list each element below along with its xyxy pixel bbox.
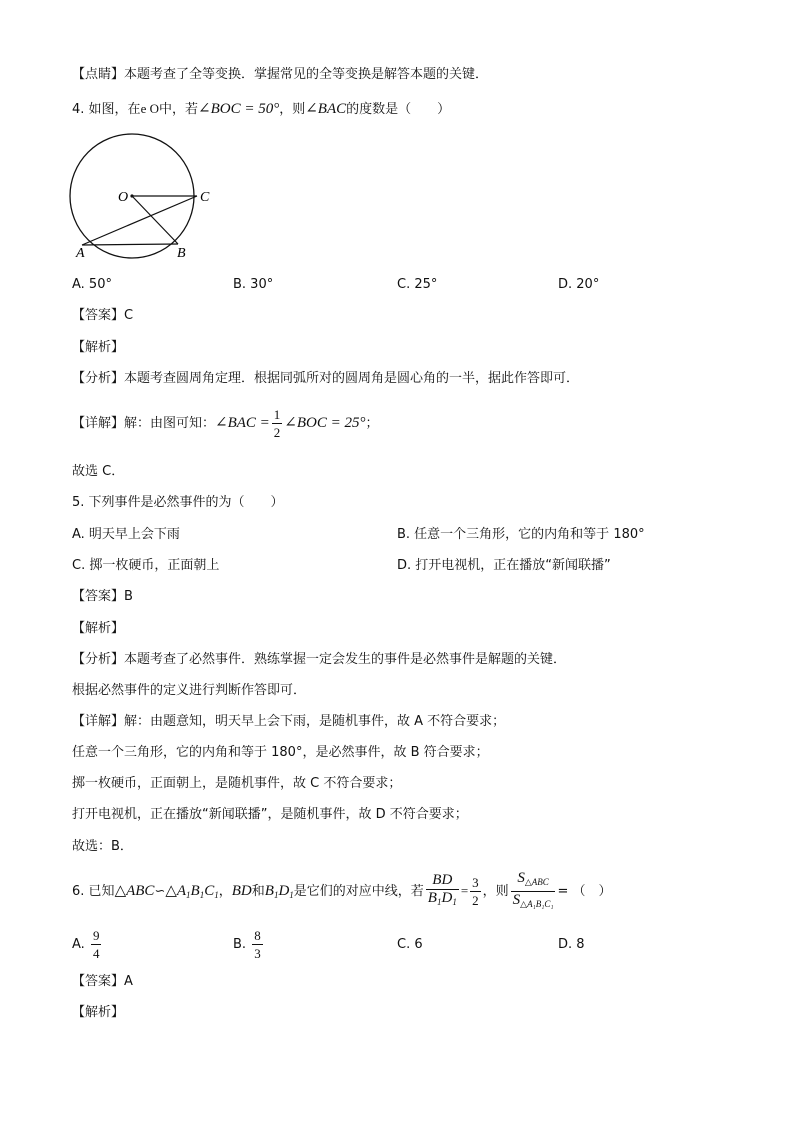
question-number: 6.: [72, 884, 85, 899]
given-angle: ∠BOC = 50°: [198, 101, 280, 117]
conclusion-4: 故选 C．: [72, 464, 125, 479]
stem-text: 的度数是（ ）: [346, 102, 451, 117]
stem-text: ，则: [482, 884, 509, 899]
question-5-stem: 5. 下列事件是必然事件的为（ ）: [72, 495, 284, 510]
label-o: O: [118, 190, 129, 205]
option-a: A. 50°: [72, 277, 112, 292]
jiexi-6: 【解析】: [72, 1005, 125, 1020]
question-number: 4.: [72, 102, 85, 117]
median-bd: BD: [231, 883, 252, 899]
median-b1d1: $B_1D_1$: [264, 883, 294, 900]
analysis-5-line2: 根据必然事件的定义进行判断作答即可．: [72, 683, 307, 698]
detail-rhs: ∠BOC = 25°: [284, 415, 366, 431]
answer-5: 【答案】B: [72, 589, 133, 604]
option-b: B. $\frac{8}{3}$: [233, 928, 261, 961]
detail-5-line3: 掷一枚硬币，正面朝上，是随机事件，故 C 不符合要求；: [72, 776, 402, 791]
triangle-a1b1c1: $\triangle A_1B_1C_1$: [165, 883, 219, 900]
option-c: C. 掷一枚硬币，正面朝上: [72, 558, 220, 573]
comma: ，: [218, 884, 232, 899]
conclusion-5: 故选：B．: [72, 839, 133, 854]
jiexi-4: 【解析】: [72, 340, 125, 355]
option-a: A. $\frac{9}{4}$: [72, 928, 100, 961]
detail-prefix: 【详解】解：由图可知：: [72, 416, 216, 431]
option-b: B. 任意一个三角形，它的内角和等于 180°: [397, 527, 645, 542]
option-a-fraction: $\frac{9}{4}$: [92, 928, 100, 961]
question-4-stem: [72, 100, 450, 119]
answer-4: 【答案】C: [72, 308, 134, 323]
area-ratio-fraction: [511, 870, 556, 913]
option-a: A. 明天早上会下雨: [72, 527, 180, 542]
option-b-fraction: $\frac{8}{3}$: [254, 928, 261, 961]
equals: =: [460, 883, 469, 898]
option-c: C. 25°: [397, 277, 438, 292]
detail-4: [72, 404, 379, 443]
fraction-numerator: $S_{\triangle ABC}$: [511, 870, 556, 892]
ratio-fraction: [426, 872, 459, 911]
fraction-denominator: $B_1D_1$: [427, 890, 457, 907]
triangle-abc: △ABC: [114, 883, 155, 899]
half-fraction: [272, 406, 283, 441]
circle-figure: [66, 132, 210, 262]
option-c: C. 6: [397, 937, 423, 952]
detail-5-line4: 打开电视机，正在播放“新闻联播”，是随机事件，故 D 不符合要求；: [72, 807, 468, 822]
detail-5-line1: 【详解】解：由题意知，明天早上会下雨，是随机事件，故 A 不符合要求；: [72, 714, 506, 729]
similar-symbol: ∽: [154, 883, 166, 898]
label-c: C: [200, 190, 210, 205]
question-6-stem: [72, 870, 612, 915]
asked-angle: ∠BAC: [305, 101, 347, 117]
segment-ob: [132, 196, 178, 244]
detail-5-line2: 任意一个三角形，它的内角和等于 180°，是必然事件，故 B 符合要求；: [72, 745, 489, 760]
option-d: D. 20°: [558, 277, 600, 292]
three-halves: [470, 874, 481, 909]
dianjing-note: 【点睛】本题考查了全等变换．掌握常见的全等变换是解答本题的关键．: [72, 67, 489, 82]
fraction-numerator: 3: [472, 875, 479, 890]
center-point: [130, 194, 133, 197]
analysis-5: 【分析】本题考查了必然事件．熟练掌握一定会发生的事件是必然事件是解题的关键．: [72, 652, 567, 667]
stem-text: ，则: [279, 102, 306, 117]
fraction-numerator: BD: [426, 872, 459, 890]
detail-lhs: ∠BAC =: [215, 415, 270, 431]
analysis-4: 【分析】本题考查圆周角定理．根据同弧所对的圆周角是圆心角的一半，据此作答即可．: [72, 371, 580, 386]
fraction-denominator: 2: [273, 425, 281, 440]
option-d: D. 8: [558, 937, 585, 952]
label-b: B: [177, 246, 186, 261]
detail-end: ；: [365, 416, 379, 431]
answer-6: 【答案】A: [72, 974, 133, 989]
jiexi-5: 【解析】: [72, 621, 125, 636]
fraction-numerator: 1: [273, 407, 281, 422]
circle-symbol: e O: [140, 101, 159, 116]
label-a: A: [76, 246, 85, 261]
stem-text: = （ ）: [557, 884, 612, 899]
stem-text: 是它们的对应中线，若: [293, 884, 424, 899]
fraction-denominator: $S_{\triangle A_1B_1C_1}$: [512, 892, 554, 909]
option-d: D. 打开电视机，正在播放“新闻联播”: [397, 558, 611, 573]
and-text: 和: [251, 884, 265, 899]
fraction-denominator: 2: [472, 893, 479, 908]
stem-text: 已知: [88, 884, 115, 899]
option-b: B. 30°: [233, 277, 274, 292]
stem-text: 如图，在: [88, 102, 141, 117]
stem-text: 中，若: [158, 102, 198, 117]
segment-ab: [82, 244, 178, 245]
